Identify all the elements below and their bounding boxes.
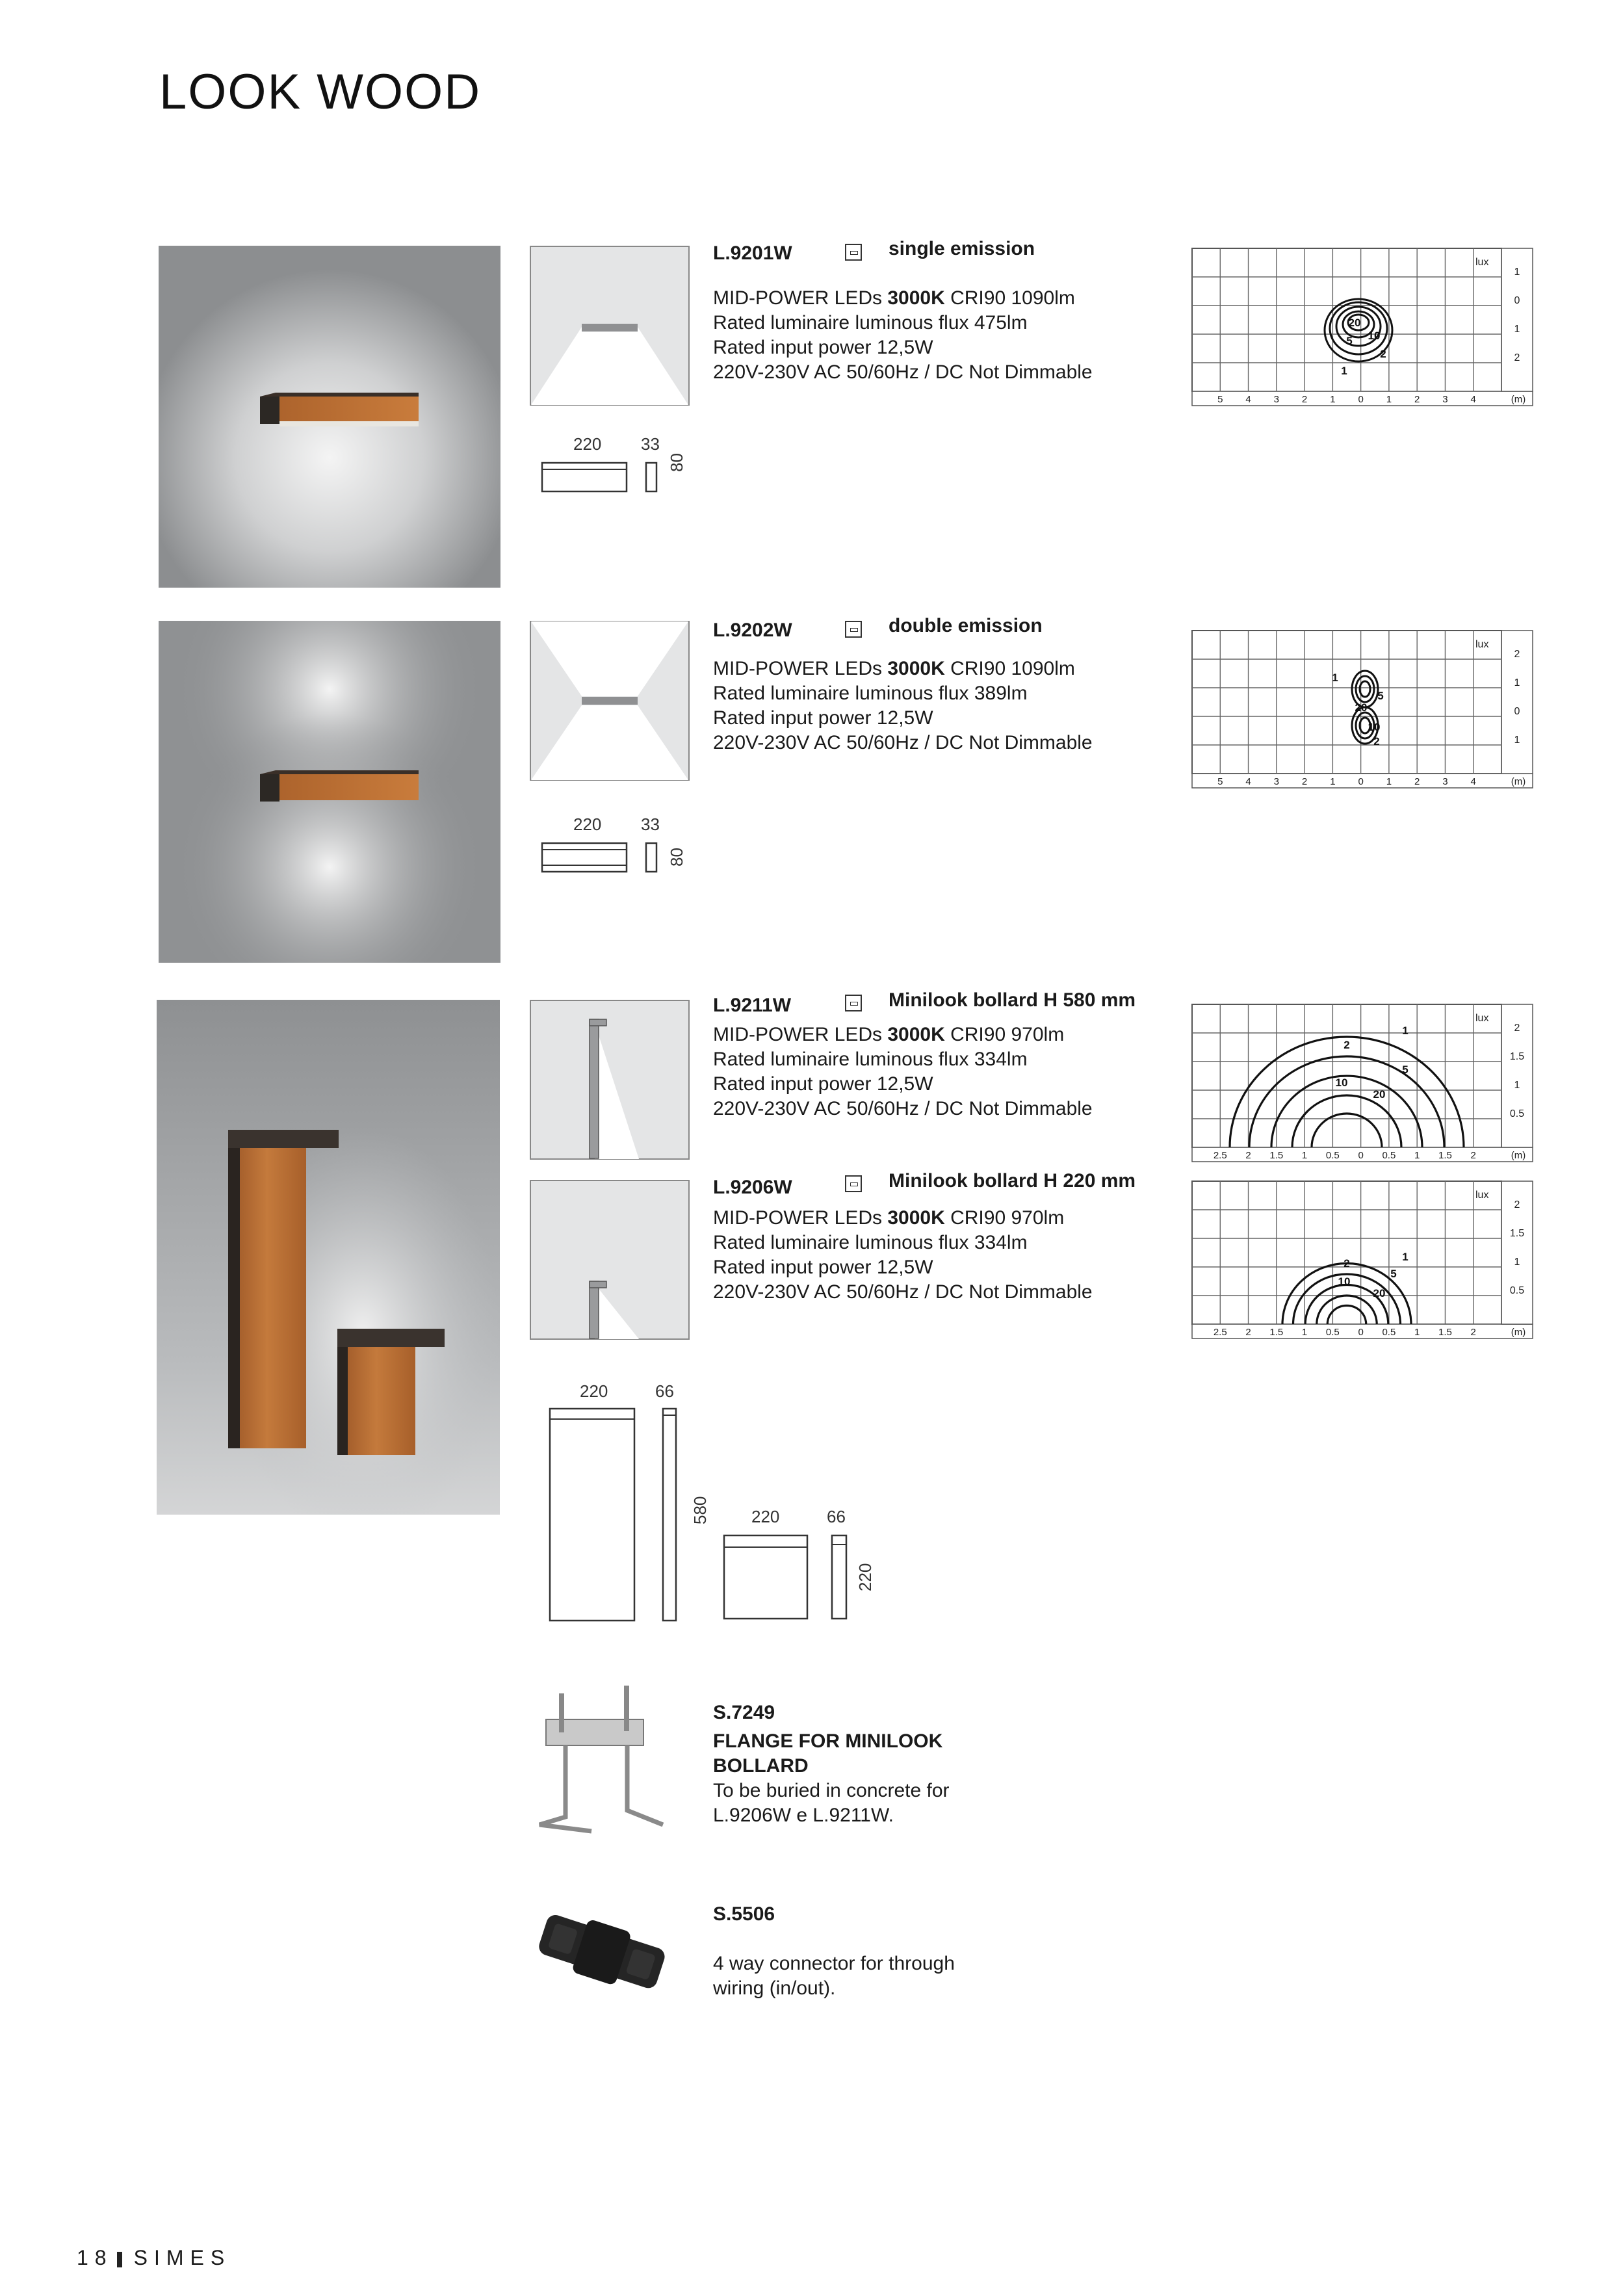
dim-width: 220: [573, 434, 602, 454]
single-emission-icon: [845, 244, 862, 261]
isolux-value-label: 5: [1377, 690, 1384, 702]
y-tick-label: 2: [1514, 1199, 1520, 1211]
spec-block: [713, 1206, 1093, 1305]
x-tick-label: 0: [1358, 1150, 1364, 1161]
product-code: L.9202W: [713, 620, 792, 641]
x-tick-label: 2: [1245, 1150, 1251, 1161]
isolux-value-label: 5: [1390, 1268, 1397, 1280]
dimension-drawing-l9206w: [721, 1507, 890, 1624]
product-photo-bollards: [157, 1000, 500, 1515]
isolux-value-label: 10: [1368, 721, 1381, 733]
spec-block: [713, 657, 1093, 755]
accessory-desc: To be buried in concrete for: [713, 1780, 950, 1801]
isolux-chart-l9206w: [1191, 1180, 1534, 1344]
product-code: L.9211W: [713, 995, 792, 1016]
x-tick-label: 0.5: [1382, 1327, 1396, 1338]
dim-depth: 66: [655, 1381, 674, 1401]
isolux-value-label: 20: [1373, 1088, 1386, 1101]
x-tick-label: 2.5: [1213, 1150, 1227, 1161]
emission-label: Minilook bollard H 220 mm: [889, 1170, 1136, 1192]
x-tick-label: 1: [1301, 1327, 1308, 1338]
accessory-desc: wiring (in/out).: [713, 1977, 836, 1999]
isolux-value-label: 10: [1338, 1275, 1351, 1288]
dimension-drawing-l9201w: [539, 434, 702, 499]
dimension-drawing-l9211w: [546, 1381, 715, 1628]
x-tick-label: 2: [1414, 394, 1420, 405]
y-tick-label: 1: [1514, 1257, 1520, 1268]
y-tick-label: 1: [1514, 324, 1520, 335]
footer-divider: [117, 2252, 122, 2267]
x-tick-label: 3: [1442, 394, 1448, 405]
lux-label: lux: [1475, 639, 1489, 650]
page-number: 18: [77, 2246, 113, 2269]
x-tick-label: 4: [1470, 394, 1476, 405]
x-tick-label: 3: [1273, 776, 1279, 787]
spec-line-voltage: 220V-230V AC 50/60Hz / DC Not Dimmable: [713, 732, 1093, 753]
x-tick-label: 2: [1245, 1327, 1251, 1338]
unit-label: (m): [1511, 1327, 1526, 1338]
accessory-code: S.5506: [713, 1903, 775, 1925]
x-tick-label: 2: [1470, 1150, 1476, 1161]
accessory-desc: L.9206W e L.9211W.: [713, 1805, 894, 1826]
y-tick-label: 0.5: [1509, 1108, 1525, 1120]
x-tick-label: 1.5: [1438, 1327, 1452, 1338]
product-code: L.9206W: [713, 1177, 792, 1198]
emission-label: Minilook bollard H 580 mm: [889, 989, 1136, 1011]
x-tick-label: 1: [1330, 776, 1336, 787]
x-tick-label: 0.5: [1382, 1150, 1396, 1161]
bollard-emission-icon: [845, 1175, 862, 1192]
emission-diagram-bollard-580: [530, 1000, 690, 1160]
x-tick-label: 0: [1358, 1327, 1364, 1338]
y-tick-label: 0: [1514, 706, 1520, 718]
y-tick-label: 1.5: [1509, 1228, 1525, 1240]
emission-diagram-double: [530, 621, 690, 781]
x-tick-label: 1: [1414, 1150, 1420, 1161]
spec-line-flux: Rated luminaire luminous flux 334lm: [713, 1232, 1028, 1253]
x-tick-label: 0.5: [1325, 1327, 1340, 1338]
x-tick-label: 1: [1386, 776, 1392, 787]
y-tick-label: 1: [1514, 267, 1520, 278]
spec-line-power: Rated input power 12,5W: [713, 1073, 933, 1095]
unit-label: (m): [1511, 394, 1526, 405]
brand-name: SIMES: [133, 2246, 231, 2269]
x-tick-label: 1: [1330, 394, 1336, 405]
isolux-value-label: 2: [1344, 1039, 1350, 1051]
dim-depth: 33: [641, 815, 660, 834]
dim-height: 80: [667, 453, 686, 472]
x-tick-label: 3: [1273, 394, 1279, 405]
y-tick-label: 1: [1514, 735, 1520, 746]
lux-label: lux: [1475, 1013, 1489, 1024]
isolux-value-label: 10: [1368, 330, 1381, 342]
isolux-value-label: 1: [1332, 672, 1338, 684]
x-tick-label: 2.5: [1213, 1327, 1227, 1338]
accessory-title: FLANGE FOR MINILOOK: [713, 1730, 943, 1752]
x-tick-label: 5: [1217, 776, 1223, 787]
y-tick-label: 0.5: [1509, 1285, 1525, 1297]
y-tick-label: 2: [1514, 352, 1520, 364]
accessory-title: BOLLARD: [713, 1755, 809, 1777]
y-tick-label: 1: [1514, 677, 1520, 689]
emission-diagram-single: [530, 246, 690, 406]
dim-depth: 66: [827, 1507, 846, 1526]
spec-line-leds: MID-POWER LEDs 3000K CRI90 970lm: [713, 1024, 1065, 1045]
lux-label: lux: [1475, 257, 1489, 268]
spec-line-flux: Rated luminaire luminous flux 389lm: [713, 683, 1028, 704]
x-tick-label: 1: [1386, 394, 1392, 405]
bollard-emission-icon: [845, 995, 862, 1011]
chart-frame: [1192, 1181, 1501, 1324]
dim-width: 220: [751, 1507, 780, 1526]
x-tick-label: 4: [1245, 776, 1251, 787]
spec-block: [713, 286, 1093, 385]
isolux-value-label: 20: [1348, 317, 1361, 329]
x-tick-label: 2: [1470, 1327, 1476, 1338]
isolux-value-label: 2: [1344, 1257, 1350, 1270]
dim-width: 220: [580, 1381, 608, 1401]
y-tick-label: 2: [1514, 1023, 1520, 1034]
dim-height: 580: [690, 1496, 710, 1524]
isolux-chart-l9202w: [1191, 629, 1534, 793]
x-tick-label: 4: [1470, 776, 1476, 787]
accessory-photo-connector: [526, 1905, 676, 2002]
emission-diagram-bollard-220: [530, 1180, 690, 1340]
x-tick-label: 4: [1245, 394, 1251, 405]
isolux-chart-l9211w: [1191, 1003, 1534, 1166]
emission-label: single emission: [889, 238, 1035, 259]
accessory-desc: 4 way connector for through: [713, 1953, 955, 1974]
y-tick-label: 0: [1514, 295, 1520, 307]
isolux-value-label: 20: [1355, 701, 1368, 714]
isolux-value-label: 5: [1346, 335, 1353, 347]
x-tick-label: 3: [1442, 776, 1448, 787]
accessory-photo-flange: [494, 1680, 689, 1843]
spec-line-voltage: 220V-230V AC 50/60Hz / DC Not Dimmable: [713, 1098, 1093, 1119]
isolux-value-label: 5: [1402, 1063, 1409, 1076]
isolux-value-label: 1: [1402, 1251, 1409, 1263]
dimension-drawing-l9202w: [539, 815, 702, 880]
x-tick-label: 1.5: [1269, 1150, 1284, 1161]
spec-line-power: Rated input power 12,5W: [713, 337, 933, 358]
spec-line-voltage: 220V-230V AC 50/60Hz / DC Not Dimmable: [713, 361, 1093, 383]
x-tick-label: 2: [1414, 776, 1420, 787]
spec-line-flux: Rated luminaire luminous flux 334lm: [713, 1049, 1028, 1070]
accessory-description: [713, 1951, 955, 2001]
lux-label: lux: [1475, 1190, 1489, 1201]
accessory-description: [713, 1729, 950, 1828]
x-tick-label: 1: [1414, 1327, 1420, 1338]
product-photo-l9202w: [159, 621, 500, 963]
y-tick-label: 2: [1514, 649, 1520, 660]
isolux-value-label: 1: [1402, 1024, 1409, 1037]
x-tick-label: 0: [1358, 776, 1364, 787]
dim-height: 220: [855, 1563, 875, 1591]
x-tick-label: 2: [1301, 776, 1308, 787]
page-footer: [77, 2246, 231, 2270]
isolux-value-label: 1: [1341, 365, 1347, 377]
x-tick-label: 1.5: [1269, 1327, 1284, 1338]
x-tick-label: 0.5: [1325, 1150, 1340, 1161]
x-tick-label: 5: [1217, 394, 1223, 405]
x-tick-label: 1.5: [1438, 1150, 1452, 1161]
isolux-value-label: 2: [1380, 348, 1386, 360]
unit-label: (m): [1511, 776, 1526, 787]
product-code: L.9201W: [713, 242, 792, 264]
accessory-code: S.7249: [713, 1702, 775, 1723]
spec-line-power: Rated input power 12,5W: [713, 707, 933, 729]
chart-frame: [1192, 631, 1501, 774]
spec-line-voltage: 220V-230V AC 50/60Hz / DC Not Dimmable: [713, 1281, 1093, 1303]
spec-line-leds: MID-POWER LEDs 3000K CRI90 970lm: [713, 1207, 1065, 1229]
x-tick-label: 1: [1301, 1150, 1308, 1161]
page-title: LOOK WOOD: [159, 64, 482, 120]
x-tick-label: 2: [1301, 394, 1308, 405]
isolux-value-label: 10: [1335, 1076, 1348, 1089]
unit-label: (m): [1511, 1150, 1526, 1161]
spec-line-leds: MID-POWER LEDs 3000K CRI90 1090lm: [713, 287, 1075, 309]
x-tick-label: 0: [1358, 394, 1364, 405]
dim-height: 80: [667, 848, 686, 867]
isolux-chart-l9201w: [1191, 247, 1534, 411]
dim-width: 220: [573, 815, 602, 834]
emission-label: double emission: [889, 615, 1043, 636]
spec-line-leds: MID-POWER LEDs 3000K CRI90 1090lm: [713, 658, 1075, 679]
dim-depth: 33: [641, 434, 660, 454]
spec-block: [713, 1023, 1093, 1121]
isolux-value-label: 20: [1373, 1287, 1386, 1299]
isolux-value-label: 2: [1373, 735, 1380, 748]
y-tick-label: 1.5: [1509, 1051, 1525, 1063]
double-emission-icon: [845, 621, 862, 638]
product-photo-l9201w: [159, 246, 500, 588]
spec-line-flux: Rated luminaire luminous flux 475lm: [713, 312, 1028, 333]
spec-line-power: Rated input power 12,5W: [713, 1257, 933, 1278]
y-tick-label: 1: [1514, 1080, 1520, 1091]
